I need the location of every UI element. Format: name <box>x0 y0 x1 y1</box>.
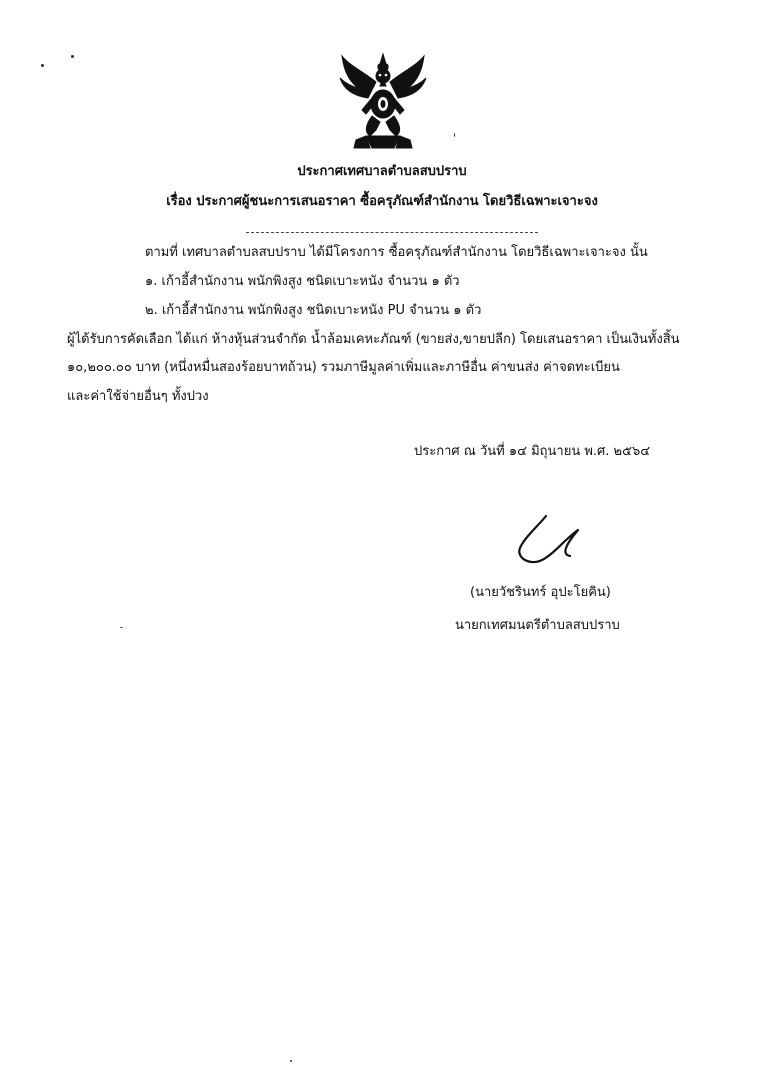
result-line: ผู้ได้รับการคัดเลือก ได้แก่ ห้างหุ้นส่วนจำกัด น้ำล้อมเคหะภัณฑ์ (ขายส่ง,ขายปลีก) โดยเสนอราคา เป็นเงินทั้งสิ้น <box>67 332 680 347</box>
header-divider <box>246 232 538 233</box>
scan-speck <box>290 1060 292 1062</box>
garuda-emblem-icon <box>336 52 430 152</box>
list-item: ๑. เก้าอี้สำนักงาน พนักพิงสูง ชนิดเบาะหนัง จำนวน ๑ ตัว <box>145 274 460 289</box>
intro-paragraph: ตามที่ เทศบาลตำบลสบปราบ ได้มีโครงการ ซื้อครุภัณฑ์สำนักงาน โดยวิธีเฉพาะเจาะจง นั้น <box>145 245 648 260</box>
scan-speck <box>120 627 123 628</box>
scan-speck <box>454 133 455 137</box>
announcement-date: ประกาศ ณ วันที่ ๑๔ มิถุนายน พ.ศ. ๒๕๖๔ <box>414 444 651 459</box>
scan-speck <box>71 55 74 58</box>
document-subject: เรื่อง ประกาศผู้ชนะการเสนอราคา ซื้อครุภัณฑ์สำนักงาน โดยวิธีเฉพาะเจาะจง <box>166 194 598 209</box>
handwritten-signature <box>512 510 586 572</box>
result-line: และค่าใช้จ่ายอื่นๆ ทั้งปวง <box>67 389 209 404</box>
result-line: ๑๐,๒๐๐.๐๐ บาท (หนึ่งหมื่นสองร้อยบาทถ้วน) รวมภาษีมูลค่าเพิ่มและภาษีอื่น ค่าขนส่ง ค่าจดทะเบียน <box>67 360 620 375</box>
signer-position: นายกเทศมนตรีตำบลสบปราบ <box>455 618 620 633</box>
document-title: ประกาศเทศบาลตำบลสบปราบ <box>297 164 467 179</box>
scan-speck <box>41 64 44 67</box>
signer-name: (นายวัชรินทร์ อุปะโยคิน) <box>470 585 611 600</box>
list-item: ๒. เก้าอี้สำนักงาน พนักพิงสูง ชนิดเบาะหนัง PU จำนวน ๑ ตัว <box>145 303 482 318</box>
